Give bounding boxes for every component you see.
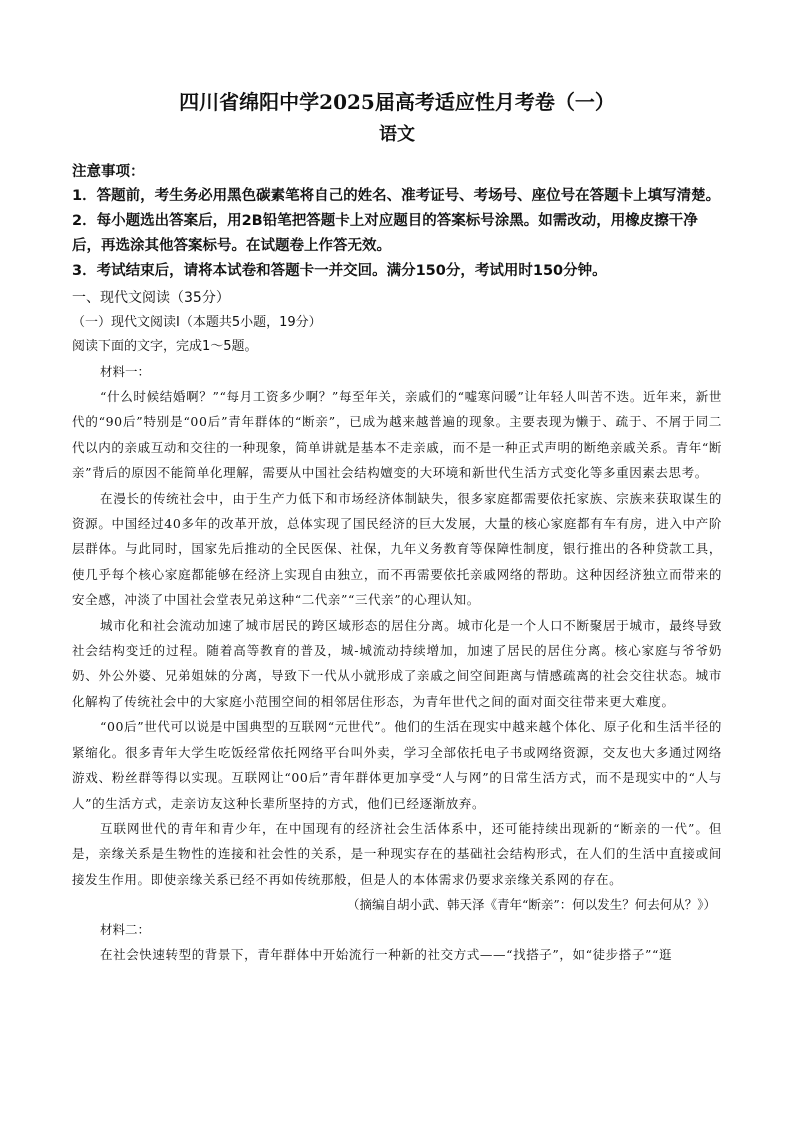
- material-one-source: （摘编自胡小武、韩天泽《青年“断亲”：何以发生？何去何从？》）: [346, 897, 716, 913]
- material-one: [72, 359, 722, 917]
- section-heading: 一、现代文阅读（35分）: [72, 290, 230, 306]
- notice-item-2: 2．每小题选出答案后，用2B铅笔把答题卡上对应题目的答案标号涂黑。如需改动，用橡皮擦干净后，再选涂其他答案标号。在试题卷上作答无效。: [72, 213, 698, 254]
- material-one-label: 材料一：: [100, 364, 151, 379]
- material-two: [72, 917, 722, 967]
- material-two-paragraph-1: 在社会快速转型的背景下，青年群体中开始流行一种新的社交方式——“找搭子”，如“徒步搭子”“逛: [100, 947, 673, 963]
- material-two-label: 材料二：: [100, 922, 151, 938]
- exam-page: [72, 88, 722, 968]
- notice-item-3: 3．考试结束后，请将本试卷和答题卡一并交回。满分150分，考试用时150分钟。: [72, 263, 607, 279]
- notice-title: 注意事项：: [72, 164, 145, 180]
- notice-item-1: 1．答题前，考生务必用黑色碳素笔将自己的姓名、准考证号、考场号、座位号在答题卡上填写清楚。: [72, 188, 721, 204]
- notice-section: [72, 160, 722, 284]
- material-one-paragraph-2: 在漫长的传统社会中，由于生产力低下和市场经济体制缺失，很多家庭都需要依托家族、宗族来获取谋生的资源。中国经过40多年的改革开放，总体实现了国民经济的巨大发展，大量的核心家庭都有车有房，进入中产阶层群体。与此同时，国家先后推动的全民医保、社保，九年义务教育等保障性制度，银行推出的各种贷款工具，使几乎每个核心家庭都能够在经济上实现自由独立，而不再需要依托亲戚网络的帮助。这种因经济独立而带来的安全感，冲淡了中国社会堂表兄弟这种“二代亲”“三代亲”的心理认知。: [72, 490, 722, 608]
- material-one-paragraph-4: “00后”世代可以说是中国典型的互联网“元世代”。他们的生活在现实中越来越个体化、原子化和生活半径的紧缩化。很多青年大学生吃饭经常依托网络平台叫外卖，学习全部依托电子书或网络资源，交友也大多通过网络游戏、粉丝群等得以实现。互联网让“00后”青年群体更加享受“人与网”的日常生活方式，而不是现实中的“人与人”的生活方式，走亲访友这种长辈所坚持的方式，他们已经逐渐放弃。: [72, 719, 722, 811]
- material-one-paragraph-1: “什么时候结婚啊？”“每月工资多少啊？”每至年关，亲戚们的“嘘寒问暖”让年轻人叫苦不迭。近年来，新世代的“90后”特别是“00后”青年群体的“断亲”，已成为越来越普遍的现象。主要表现为懒于、疏于、不屑于同二代以内的亲戚互动和交往的一种现象，简单讲就是基本不走亲戚，而不是一种正式声明的断绝亲戚关系。青年“断亲”背后的原因不能简单化理解，需要从中国社会结构嬗变的大环境和新世代生活方式变化等多重因素去思考。: [72, 389, 722, 481]
- reading-instruction: 阅读下面的文字，完成1～5题。: [72, 339, 258, 354]
- subject-title: 语文: [379, 124, 415, 145]
- material-one-paragraph-5: 互联网世代的青年和青少年，在中国现有的经济社会生活体系中，还可能持续出现新的“断亲的一代”。但是，亲缘关系是生物性的连接和社会性的关系，是一种现实存在的基础社会结构形式，在人们的生活中直接或间接发生作用。即使亲缘关系已经不再如传统那般，但是人的本体需求仍要求亲缘关系网的存在。: [72, 820, 722, 887]
- exam-title: 四川省绵阳中学2025届高考适应性月考卷（一）: [179, 90, 615, 114]
- material-one-paragraph-3: 城市化和社会流动加速了城市居民的跨区域形态的居住分离。城市化是一个人口不断聚居于城市，最终导致社会结构变迁的过程。随着高等教育的普及，城-城流动持续增加，加速了居民的居住分离。核心家庭与爷爷奶奶、外公外婆、兄弟姐妹的分离，导致下一代从小就形成了亲戚之间空间距离与情感疏离的社会交往状态。城市化解构了传统社会中的大家庭小范围空间的相邻居住形态，为青年世代之间的面对面交往带来更大难度。: [72, 617, 722, 709]
- sub-section-heading: （一）现代文阅读Ⅰ（本题共5小题，19分）: [72, 315, 322, 330]
